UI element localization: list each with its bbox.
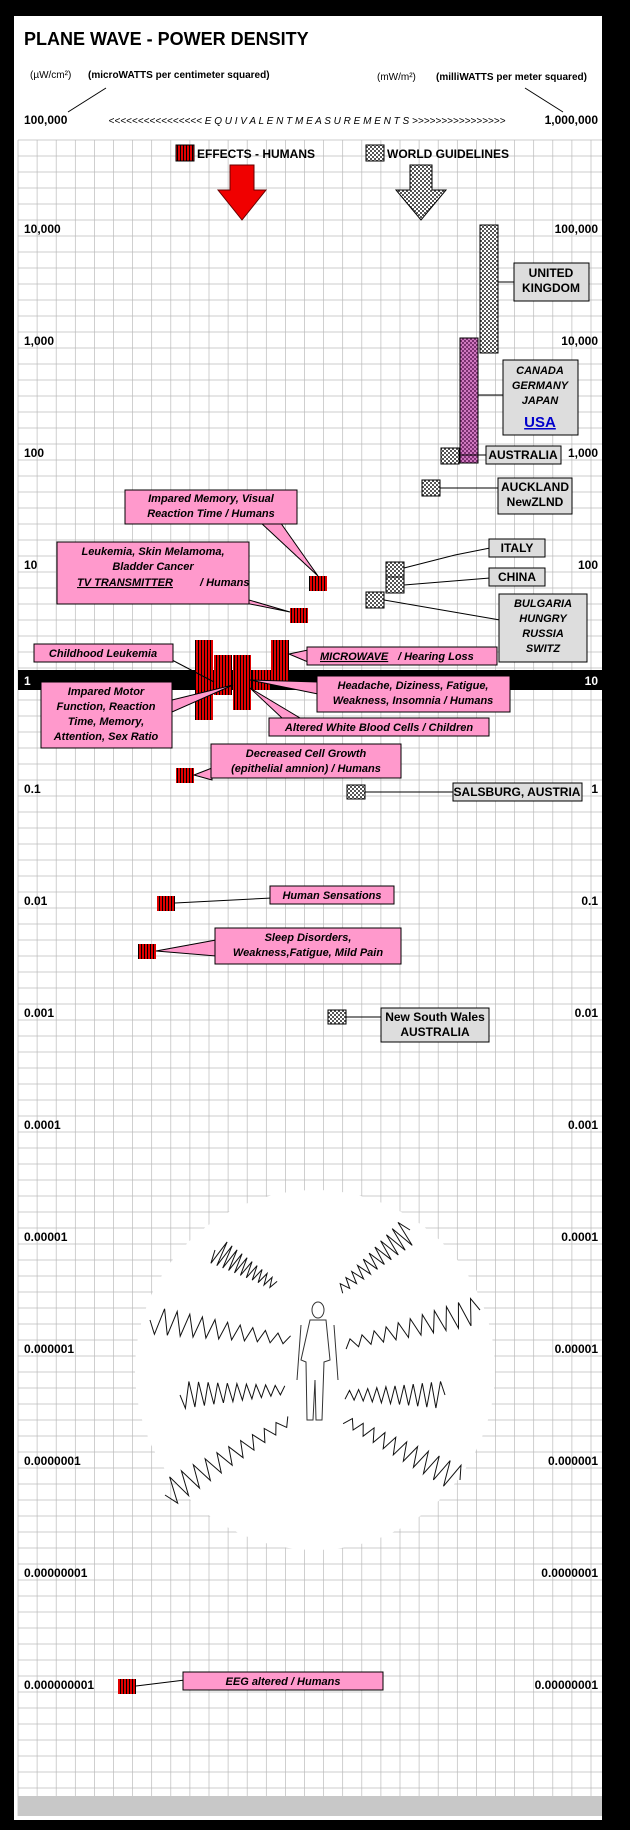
callout-leukemia-l2: Bladder Cancer bbox=[112, 561, 194, 573]
top-right-value: 1,000,000 bbox=[544, 113, 598, 127]
left-tick-label: 0.000000001 bbox=[24, 1678, 95, 1692]
left-unit: (µW/cm²) bbox=[30, 70, 72, 81]
callout-sleep-l2: Weakness,Fatigue, Mild Pain bbox=[232, 947, 384, 959]
right-unit: (mW/m²) bbox=[377, 72, 416, 83]
callout-cell-growth-l2: (epithelial amnion) / Humans bbox=[231, 763, 381, 775]
callout-leukemia-l1: Leukemia, Skin Melamoma, bbox=[81, 546, 225, 558]
chart-title: PLANE WAVE - POWER DENSITY bbox=[24, 29, 309, 49]
unity-right-label: 10 bbox=[584, 674, 598, 688]
label-italy: ITALY bbox=[500, 541, 534, 555]
right-tick-label: 0.1 bbox=[581, 894, 598, 908]
left-unit-desc: (microWATTS per centimeter squared) bbox=[88, 70, 270, 81]
right-tick-label: 10,000 bbox=[561, 334, 598, 348]
callout-motor-l1: Impared Motor bbox=[67, 686, 145, 698]
callout-microwave-l2: / Hearing Loss bbox=[398, 651, 474, 663]
bar-impaired-memory bbox=[309, 576, 327, 591]
bar-auckland bbox=[422, 480, 440, 496]
label-auckland-line1: AUCKLAND bbox=[501, 480, 569, 494]
callout-childhood-text: Childhood Leukemia bbox=[48, 648, 158, 660]
left-tick-label: 0.1 bbox=[24, 782, 41, 796]
left-tick-label: 0.000001 bbox=[24, 1342, 75, 1356]
bar-cell-growth bbox=[176, 768, 194, 783]
callout-microwave-l1: MICROWAVE bbox=[320, 651, 389, 663]
right-tick-label: 0.001 bbox=[567, 1118, 598, 1132]
bar-china bbox=[386, 577, 404, 593]
left-tick-label: 0.00000001 bbox=[24, 1566, 88, 1580]
callout-impaired-memory-l2: Reaction Time / Humans bbox=[147, 508, 275, 520]
callout-motor-l3: Time, Memory, bbox=[67, 716, 145, 728]
label-japan: JAPAN bbox=[521, 395, 559, 407]
label-australia: AUSTRALIA bbox=[488, 448, 558, 462]
bar-nsw bbox=[328, 1010, 346, 1024]
callout-motor-l2: Function, Reaction bbox=[56, 701, 156, 713]
label-canada: CANADA bbox=[516, 365, 564, 377]
label-nsw-line2: AUSTRALIA bbox=[400, 1025, 470, 1039]
human-waves-illustration bbox=[135, 1190, 495, 1550]
callout-leukemia-l3: TV TRANSMITTER bbox=[77, 577, 173, 589]
bar-uk bbox=[480, 225, 498, 353]
label-switz: SWITZ bbox=[525, 643, 561, 655]
left-tick-label: 0.0001 bbox=[24, 1118, 61, 1132]
right-tick-label: 0.00000001 bbox=[534, 1678, 598, 1692]
top-left-value: 100,000 bbox=[24, 113, 68, 127]
legend-effects-swatch bbox=[176, 145, 194, 161]
bar-bulgaria bbox=[366, 592, 384, 608]
left-tick-label: 0.01 bbox=[24, 894, 48, 908]
right-tick-label: 0.0001 bbox=[561, 1230, 598, 1244]
callout-motor-l4: Attention, Sex Ratio bbox=[53, 731, 159, 743]
right-tick-label: 1 bbox=[591, 782, 598, 796]
callout-headache-l1: Headache, Diziness, Fatigue, bbox=[337, 680, 489, 692]
bar-australia bbox=[441, 448, 459, 464]
label-uk-line1: UNITED bbox=[528, 266, 574, 280]
callout-leukemia-l4: / Humans bbox=[200, 577, 250, 589]
right-tick-label: 0.0000001 bbox=[541, 1566, 598, 1580]
bar-motor-2 bbox=[233, 655, 251, 710]
bottom-band bbox=[18, 1796, 602, 1816]
bar-sensations bbox=[157, 896, 175, 911]
right-tick-label: 1,000 bbox=[567, 446, 598, 460]
right-tick-label: 100,000 bbox=[554, 222, 598, 236]
callout-eeg-text: EEG altered / Humans bbox=[225, 1676, 341, 1688]
left-tick-label: 100 bbox=[24, 446, 45, 460]
bar-leukemia bbox=[290, 608, 308, 623]
unity-left-label: 1 bbox=[24, 674, 31, 688]
left-tick-label: 0.00001 bbox=[24, 1230, 68, 1244]
right-tick-label: 0.000001 bbox=[547, 1454, 598, 1468]
bar-italy bbox=[386, 562, 404, 578]
label-germany: GERMANY bbox=[511, 380, 569, 392]
equivalent-banner: <<<<<<<<<<<<<<<< E Q U I V A L E N T M E A S U R E M E N T S >>>>>>>>>>>>>>>> bbox=[108, 116, 506, 127]
callout-sleep-l1: Sleep Disorders, bbox=[264, 932, 352, 944]
label-salsburg: SALSBURG, AUSTRIA bbox=[453, 785, 581, 799]
label-uk-line2: KINGDOM bbox=[522, 281, 580, 295]
label-china: CHINA bbox=[498, 570, 536, 584]
left-tick-label: 0.0000001 bbox=[24, 1454, 81, 1468]
right-tick-label: 100 bbox=[577, 558, 598, 572]
legend-guidelines-swatch bbox=[366, 145, 384, 161]
label-hungry: HUNGRY bbox=[519, 613, 567, 625]
label-russia: RUSSIA bbox=[522, 628, 564, 640]
left-tick-label: 1,000 bbox=[24, 334, 55, 348]
legend-guidelines-label: WORLD GUIDELINES bbox=[387, 147, 509, 161]
bar-eeg bbox=[118, 1679, 136, 1694]
bar-salsburg bbox=[347, 785, 365, 799]
bar-canada-usa bbox=[460, 338, 478, 463]
label-bulgaria: BULGARIA bbox=[513, 598, 573, 610]
left-tick-label: 10 bbox=[24, 558, 38, 572]
callout-cell-growth-l1: Decreased Cell Growth bbox=[245, 748, 367, 760]
callout-headache-l2: Weakness, Insomnia / Humans bbox=[332, 695, 494, 707]
right-unit-desc: (milliWATTS per meter squared) bbox=[436, 72, 587, 83]
legend-effects-label: EFFECTS - HUMANS bbox=[197, 147, 315, 161]
right-tick-label: 0.01 bbox=[574, 1006, 598, 1020]
bar-microwave bbox=[271, 640, 289, 685]
label-usa[interactable]: USA bbox=[524, 414, 556, 431]
left-tick-label: 0.001 bbox=[24, 1006, 55, 1020]
label-nsw-line1: New South Wales bbox=[385, 1010, 485, 1024]
label-auckland-line2: NewZLND bbox=[506, 495, 564, 509]
left-tick-label: 10,000 bbox=[24, 222, 61, 236]
callout-sensations-text: Human Sensations bbox=[282, 890, 382, 902]
right-tick-label: 0.00001 bbox=[554, 1342, 598, 1356]
bar-sleep bbox=[138, 944, 156, 959]
callout-white-blood-text: Altered White Blood Cells / Children bbox=[284, 722, 474, 734]
callout-impaired-memory-l1: Impared Memory, Visual bbox=[148, 493, 274, 505]
